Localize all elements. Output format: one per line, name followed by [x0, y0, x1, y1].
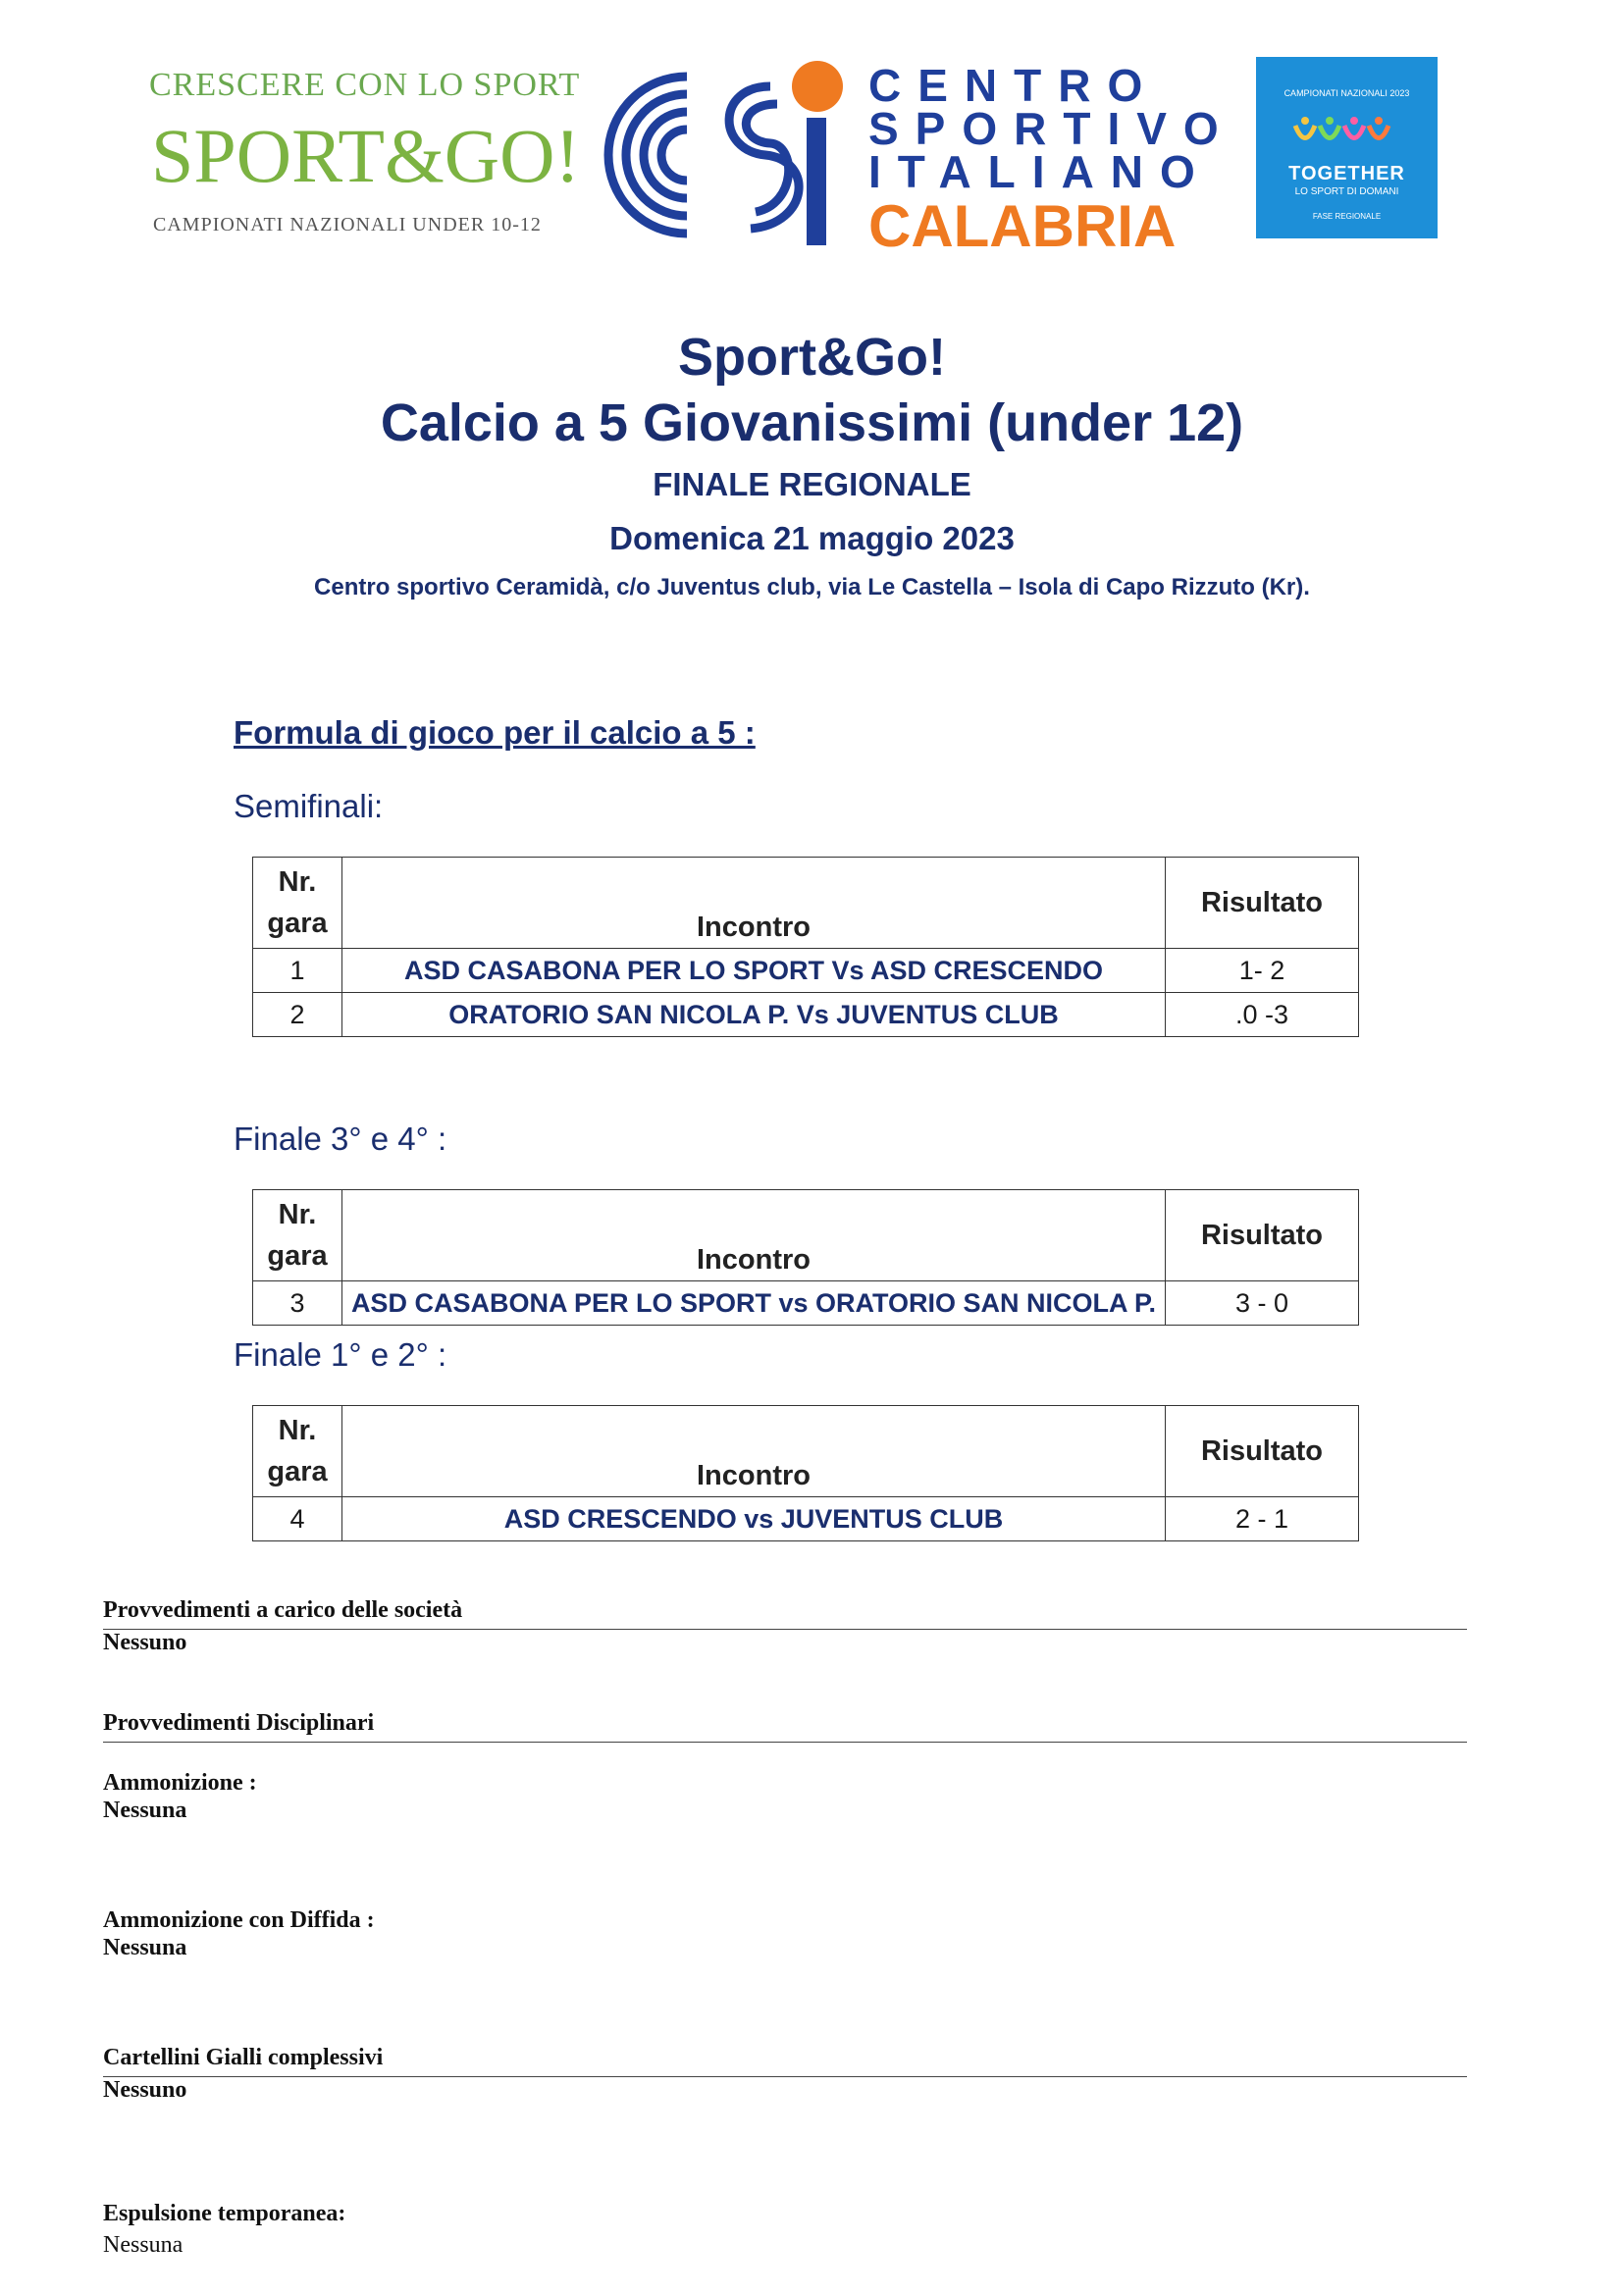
table-row [253, 1281, 1359, 1326]
cell-incontro: ASD CASABONA PER LO SPORT vs ORATORIO SAN NICOLA P. [342, 1281, 1166, 1326]
event-venue: Centro sportivo Ceramidà, c/o Juventus club, via Le Castella – Isola di Capo Rizzuto (Kr). [314, 574, 1310, 600]
csi-emblem-icon [569, 57, 854, 248]
finale34-label: Finale 3° e 4° : [234, 1121, 447, 1157]
sportgo-brand: SPORT&GO! [151, 113, 581, 198]
disciplinari-heading: Provvedimenti Disciplinari [103, 1710, 375, 1736]
diffida-heading: Ammonizione con Diffida : [103, 1907, 375, 1933]
cell-risultato: 2 - 1 [1166, 1497, 1359, 1541]
cartellini-heading: Cartellini Gialli complessivi [103, 2045, 384, 2070]
finale12-table [252, 1405, 1359, 1541]
cartellini-value: Nessuno [103, 2077, 187, 2103]
together-logo [1256, 57, 1438, 238]
together-main: TOGETHER [1288, 163, 1405, 184]
semifinali-label: Semifinali: [234, 788, 384, 824]
page-title: Sport&Go! [678, 328, 946, 387]
finale12-label: Finale 1° e 2° : [234, 1336, 447, 1373]
ammonizione-value: Nessuna [103, 1798, 187, 1823]
cell-nr: 2 [253, 993, 342, 1037]
together-figures-icon [1290, 116, 1403, 155]
together-small-top: CAMPIONATI NAZIONALI 2023 [1283, 88, 1410, 98]
divider [103, 2076, 1467, 2077]
cell-nr: 4 [253, 1497, 342, 1541]
cell-nr: 1 [253, 949, 342, 993]
event-phase: FINALE REGIONALE [653, 466, 971, 502]
header-incontro: Incontro [342, 858, 1166, 949]
formula-heading: Formula di gioco per il calcio a 5 : [234, 714, 756, 751]
page-subtitle: Calcio a 5 Giovanissimi (under 12) [380, 393, 1244, 452]
table-header-row [253, 858, 1359, 949]
csi-wordmark [868, 57, 1235, 259]
espulsione-value: Nessuna [103, 2232, 183, 2258]
cell-risultato: 1- 2 [1166, 949, 1359, 993]
header-nr: Nr. gara [253, 858, 342, 949]
cell-incontro: ORATORIO SAN NICOLA P. Vs JUVENTUS CLUB [342, 993, 1166, 1037]
event-date: Domenica 21 maggio 2023 [609, 520, 1015, 556]
cell-incontro: ASD CRESCENDO vs JUVENTUS CLUB [342, 1497, 1166, 1541]
together-phase: FASE REGIONALE [1312, 212, 1382, 221]
csi-line-1: CENTRO [868, 60, 1160, 111]
table-header-row [253, 1190, 1359, 1281]
header-risultato: Risultato [1166, 1406, 1359, 1497]
cell-risultato: 3 - 0 [1166, 1281, 1359, 1326]
table-row [253, 1497, 1359, 1541]
finale34-table [252, 1189, 1359, 1326]
header-risultato: Risultato [1166, 1190, 1359, 1281]
header-nr: Nr. gara [253, 1190, 342, 1281]
cell-risultato: .0 -3 [1166, 993, 1359, 1037]
table-header-row [253, 1406, 1359, 1497]
diffida-value: Nessuna [103, 1935, 187, 1960]
sportgo-tagline-top: CRESCERE CON LO SPORT [149, 67, 581, 103]
cell-nr: 3 [253, 1281, 342, 1326]
semifinali-table [252, 857, 1359, 1037]
header-incontro: Incontro [342, 1406, 1166, 1497]
csi-region: CALABRIA [868, 193, 1177, 259]
together-sub: LO SPORT DI DOMANI [1294, 186, 1399, 197]
societa-heading: Provvedimenti a carico delle società [103, 1597, 463, 1623]
header-risultato: Risultato [1166, 858, 1359, 949]
header-incontro: Incontro [342, 1190, 1166, 1281]
table-row [253, 993, 1359, 1037]
csi-line-2: SPORTIVO [868, 103, 1235, 154]
table-row [253, 949, 1359, 993]
espulsione-heading: Espulsione temporanea: [103, 2201, 346, 2226]
societa-value: Nessuno [103, 1630, 187, 1655]
divider [103, 1742, 1467, 1743]
sportgo-tagline-bottom: CAMPIONATI NAZIONALI UNDER 10-12 [153, 214, 542, 235]
cell-incontro: ASD CASABONA PER LO SPORT Vs ASD CRESCENDO [342, 949, 1166, 993]
sportgo-logo [139, 57, 581, 253]
header-nr: Nr. gara [253, 1406, 342, 1497]
divider [103, 1629, 1467, 1630]
csi-line-3: ITALIANO [868, 146, 1212, 197]
ammonizione-heading: Ammonizione : [103, 1770, 257, 1796]
